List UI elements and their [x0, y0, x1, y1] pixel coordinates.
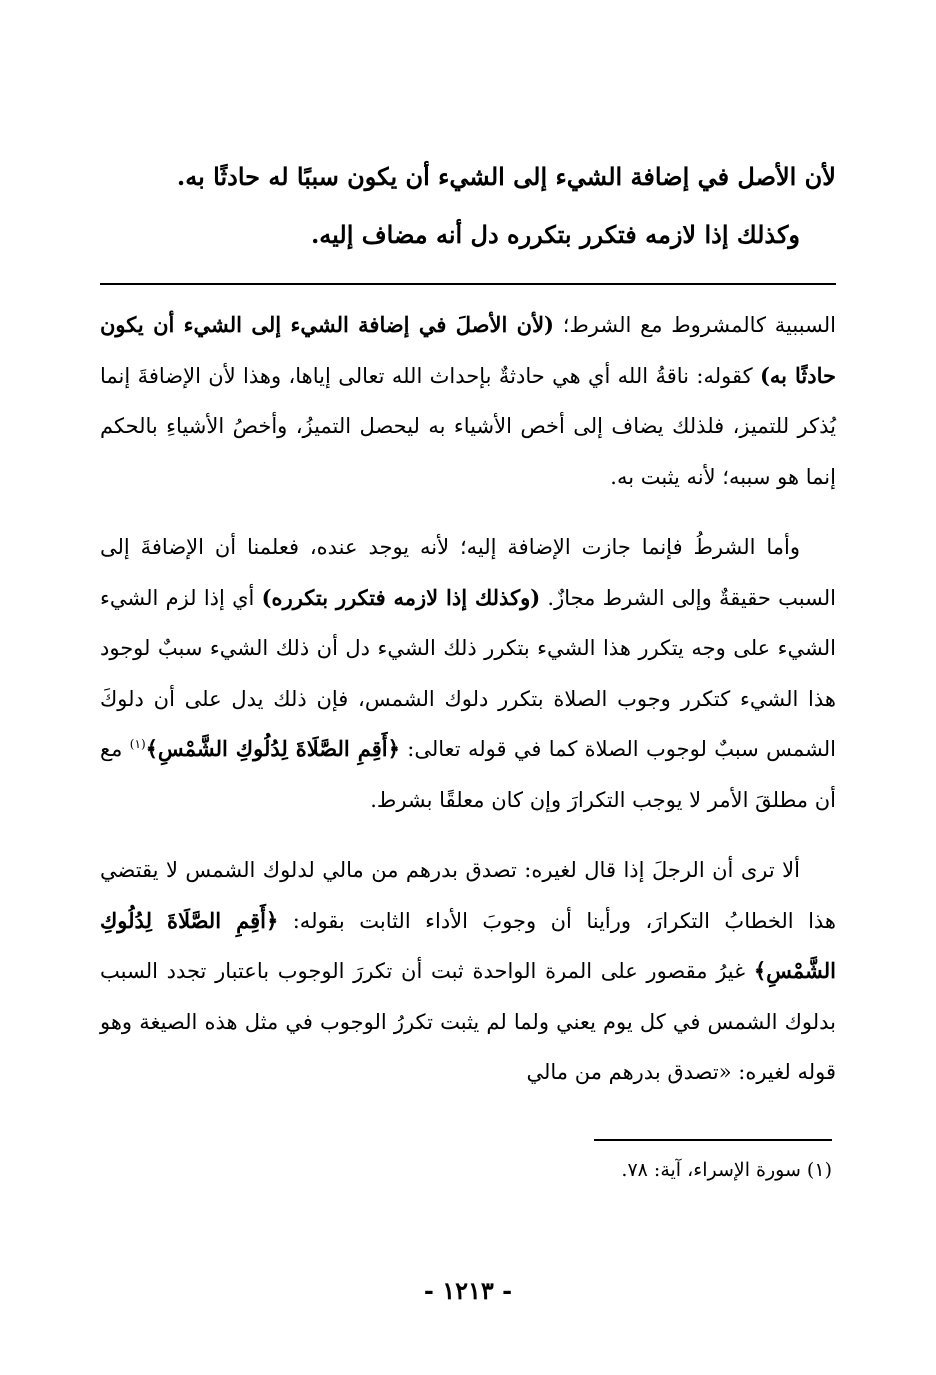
matn-line-2: وكذلك إذا لازمه فتكرر بتكرره دل أنه مضاف إليه. [310, 220, 800, 249]
commentary-text [100, 300, 836, 1118]
footnote-ref: (١) [129, 737, 146, 751]
footnote: (١) سورة الإسراء، آية: ٧٨. [621, 1159, 832, 1181]
commentary-p1-quote: (لأن الأصلَ في إضافة الشيء إلى الشيء أن يكون حادثًا به) [100, 312, 836, 388]
commentary-p2-quote: (وكذلك إذا لازمه فتكرر بتكرره) [261, 584, 541, 610]
page-number: - ١٢١٣ - [423, 1276, 513, 1305]
matn-line-1: لأن الأصل في إضافة الشيء إلى الشيء أن يكون سببًا له حادثًا به. [176, 162, 836, 191]
matn-text [100, 148, 836, 264]
main-divider [100, 283, 836, 285]
commentary-p2-end: مع أن مطلقَ الأمر لا يوجب التكرارَ وإن كان معلقًا بشرط. [100, 737, 836, 812]
quran-verse-2: ﴿أَقِمِ الصَّلَاةَ لِدُلُوكِ الشَّمْسِ﴾ [100, 907, 836, 983]
quran-verse-1: ﴿أَقِمِ الصَّلَاةَ لِدُلُوكِ الشَّمْسِ﴾ [145, 736, 400, 761]
commentary-p1-body: كقوله: ناقةُ الله أي هي حادثةٌ بإحداث الله تعالى إياها، وهذا لأن الإضافةَ إنما يُذكر للتميز، فلذلك يضاف إلى أخص الأشياء به ليحصل التميزُ، وأخصُ الأشياءِ بالحكم إنما هو سببه؛ لأنه يثبت به. [100, 363, 836, 489]
commentary-paragraph-3 [100, 845, 836, 1098]
commentary-p1-intro: السببية كالمشروط مع الشرط؛ [554, 313, 836, 337]
commentary-p3-intro: ألا ترى أن الرجلَ إذا قال لغيره: تصدق بدرهم من مالي لدلوك الشمس لا يقتضي هذا الخطابُ التكرارَ، ورأينا أن وجوبَ الأداء الثابت بقوله: [100, 858, 836, 933]
commentary-paragraph-2 [100, 522, 836, 825]
commentary-paragraph-1 [100, 300, 836, 502]
commentary-p2-body: أي إذا لزم الشيء الشيء على وجه يتكرر هذا الشيء بتكرر ذلك الشيء دل أن ذلك الشيء سببٌ لوجود هذا الشيء كتكرر وجوب الصلاة بتكرر دلوك الشمس، فإن ذلك يدل على أن دلوكَ الشمس سببٌ لوجوب الصلاة كما في قوله تعالى: [100, 585, 836, 761]
commentary-p3-body: غيرُ مقصور على المرة الواحدة ثبت أن تكررَ الوجوب باعتبار تجدد السبب بدلوك الشمس في كل يوم يعني ولما لم يثبت تكررُ الوجوب في مثل هذه الصيغة وهو قوله لغيره: «تصدق بدرهم من مالي [100, 959, 836, 1084]
footnote-divider [594, 1139, 832, 1141]
commentary-p2-intro: وأما الشرطُ فإنما جازت الإضافة إليه؛ لأنه يوجد عنده، فعلمنا أن الإضافةَ إلى السبب حقيقةٌ وإلى الشرط مجازٌ. [100, 535, 837, 610]
